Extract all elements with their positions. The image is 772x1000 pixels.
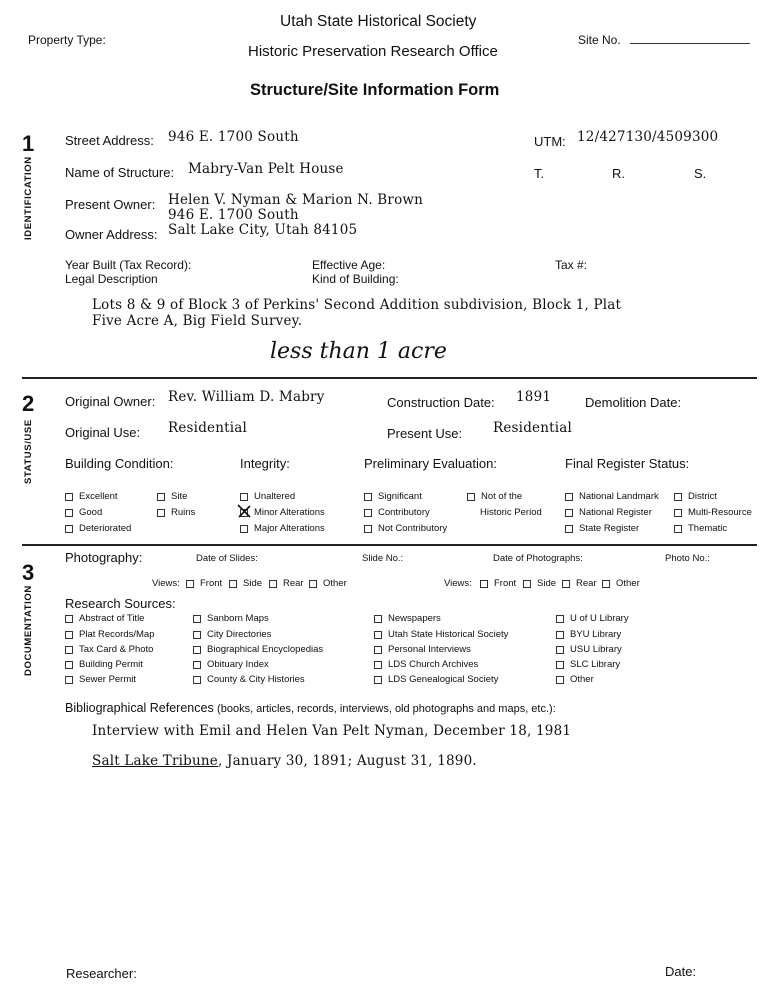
photos-view-side-checkbox[interactable] <box>523 578 556 589</box>
slides-view-rear-checkbox[interactable] <box>269 578 304 589</box>
source-lds-genealogical-society-label: LDS Genealogical Society <box>388 674 499 685</box>
integrity-label: Integrity: <box>240 456 290 471</box>
source-utah-historical-society-label: Utah State Historical Society <box>388 629 509 640</box>
section-1-number: 1 <box>22 131 35 156</box>
source-sewer-permit-checkbox[interactable] <box>65 674 136 685</box>
photo-no-label: Photo No.: <box>665 553 710 564</box>
source-obituary-index-label: Obituary Index <box>207 659 269 670</box>
demolition-date-label: Demolition Date: <box>585 395 682 410</box>
bibliography-reference-1: Interview with Emil and Helen Van Pelt Nyman, December 18, 1981 <box>92 723 572 739</box>
condition-ruins-checkbox[interactable] <box>157 507 195 518</box>
photos-view-rear-label: Rear <box>576 578 597 589</box>
photos-view-side-label: Side <box>537 578 557 589</box>
photos-view-other-checkbox[interactable] <box>602 578 640 589</box>
original-owner-value: Rev. William D. Mabry <box>168 389 325 405</box>
evaluation-not-historic-label-line2: Historic Period <box>480 507 542 518</box>
form-title: Structure/Site Information Form <box>250 81 500 99</box>
slide-no-label: Slide No.: <box>362 553 404 564</box>
source-usu-library-label: USU Library <box>570 644 622 655</box>
owner-address-line2: Salt Lake City, Utah 84105 <box>168 222 358 238</box>
bibliography-reference-2 <box>92 753 477 769</box>
legal-description-line1: Lots 8 & 9 of Block 3 of Perkins' Second Addition subdivision, Block 1, Plat <box>92 297 622 313</box>
evaluation-not-historic-label-line1: Not of the <box>481 491 523 502</box>
effective-age-label: Effective Age: <box>312 258 386 272</box>
section-1-side-label: IDENTIFICATION <box>23 156 34 240</box>
condition-ruins-label: Ruins <box>171 507 196 518</box>
section-2-divider <box>22 544 757 546</box>
legal-description-line2: Five Acre A, Big Field Survey. <box>92 313 303 329</box>
condition-good-label: Good <box>79 507 103 518</box>
slides-view-other-label: Other <box>323 578 347 589</box>
slides-view-front-checkbox[interactable] <box>186 578 222 589</box>
bibliography-hint: (books, articles, records, interviews, old photographs and maps, etc.): <box>217 703 556 715</box>
source-county-city-histories-checkbox[interactable] <box>193 674 305 685</box>
register-national-register-label: National Register <box>579 507 652 518</box>
source-building-permit-checkbox[interactable] <box>65 659 143 670</box>
street-address-value: 946 E. 1700 South <box>168 129 299 145</box>
source-biographical-encyclopedias-checkbox[interactable] <box>193 644 323 655</box>
structure-name-label: Name of Structure: <box>65 165 175 180</box>
bibliography-heading <box>65 701 556 715</box>
register-thematic-label: Thematic <box>688 523 728 534</box>
research-sources-label: Research Sources: <box>65 596 176 611</box>
register-state-register-checkbox[interactable] <box>565 523 639 534</box>
source-byu-library-label: BYU Library <box>570 629 622 640</box>
source-abstract-of-title-checkbox[interactable] <box>65 613 144 624</box>
source-other-checkbox[interactable] <box>556 674 594 685</box>
utm-label: UTM: <box>534 134 566 149</box>
photos-view-front-checkbox[interactable] <box>480 578 516 589</box>
property-type-label: Property Type: <box>28 33 106 47</box>
source-utah-historical-society-checkbox[interactable] <box>374 629 508 640</box>
evaluation-contributory-checkbox[interactable] <box>364 507 430 518</box>
source-usu-library-checkbox[interactable] <box>556 644 622 655</box>
photos-view-front-label: Front <box>494 578 517 589</box>
org-title: Utah State Historical Society <box>280 13 477 30</box>
section-3-side-label: DOCUMENTATION <box>23 585 34 676</box>
source-lds-church-archives-checkbox[interactable] <box>374 659 478 670</box>
final-register-status-label: Final Register Status: <box>565 456 690 471</box>
section-1-divider <box>22 377 757 379</box>
evaluation-not-contributory-label: Not Contributory <box>378 523 448 534</box>
original-use-value: Residential <box>168 420 248 436</box>
source-newspapers-label: Newspapers <box>388 613 441 624</box>
present-owner-value: Helen V. Nyman & Marion N. Brown <box>168 192 424 208</box>
section-3-number: 3 <box>22 560 35 585</box>
present-owner-label: Present Owner: <box>65 197 156 212</box>
source-plat-records-label: Plat Records/Map <box>79 629 155 640</box>
condition-deteriorated-label: Deteriorated <box>79 523 132 534</box>
date-of-photographs-label: Date of Photographs: <box>493 553 583 564</box>
condition-site-checkbox[interactable] <box>157 491 187 502</box>
evaluation-not-historic-checkbox[interactable] <box>467 491 522 502</box>
utm-value: 12/427130/4509300 <box>577 129 719 145</box>
kind-of-building-label: Kind of Building: <box>312 272 399 286</box>
construction-date-value: 1891 <box>516 389 552 405</box>
date-label: Date: <box>665 964 697 979</box>
researcher-label: Researcher: <box>66 966 137 981</box>
evaluation-significant-label: Significant <box>378 491 422 502</box>
photography-label: Photography: <box>65 550 143 565</box>
integrity-major-alterations-checkbox[interactable] <box>240 523 325 534</box>
handwritten-acreage-note: less than 1 acre <box>270 339 447 364</box>
source-biographical-encyclopedias-label: Biographical Encyclopedias <box>207 644 324 655</box>
slides-views-label: Views: <box>152 578 180 589</box>
site-no-label: Site No. <box>578 33 621 47</box>
register-multi-resource-label: Multi-Resource <box>688 507 752 518</box>
site-no-field[interactable] <box>630 43 750 44</box>
present-use-label: Present Use: <box>387 426 463 441</box>
source-slc-library-label: SLC Library <box>570 659 621 670</box>
source-personal-interviews-checkbox[interactable] <box>374 644 471 655</box>
register-district-checkbox[interactable] <box>674 491 717 502</box>
source-obituary-index-checkbox[interactable] <box>193 659 269 670</box>
integrity-major-alterations-label: Major Alterations <box>254 523 325 534</box>
structure-name-value: Mabry-Van Pelt House <box>188 161 344 177</box>
photos-view-other-label: Other <box>616 578 640 589</box>
condition-excellent-label: Excellent <box>79 491 118 502</box>
present-use-value: Residential <box>493 420 573 436</box>
source-newspapers-checkbox[interactable] <box>374 613 441 624</box>
section-2-side-label: STATUS/USE <box>23 419 34 484</box>
tax-number-label: Tax #: <box>555 258 588 272</box>
register-multi-resource-checkbox[interactable] <box>674 507 752 518</box>
integrity-minor-alterations-checkbox[interactable] <box>240 507 325 518</box>
office-title: Historic Preservation Research Office <box>248 43 498 60</box>
reference-2-details: , January 30, 1891; August 31, 1890. <box>218 753 477 769</box>
evaluation-contributory-label: Contributory <box>378 507 430 518</box>
source-tax-card-label: Tax Card & Photo <box>79 644 154 655</box>
township-label: T. <box>534 166 545 181</box>
source-u-of-u-library-checkbox[interactable] <box>556 613 629 624</box>
section-2-number: 2 <box>22 391 35 416</box>
checkmark-x-icon <box>237 504 251 518</box>
source-sanborn-maps-checkbox[interactable] <box>193 613 269 624</box>
slides-view-front-label: Front <box>200 578 223 589</box>
condition-site-label: Site <box>171 491 188 502</box>
slides-view-rear-label: Rear <box>283 578 304 589</box>
preliminary-evaluation-label: Preliminary Evaluation: <box>364 456 497 471</box>
source-lds-church-archives-label: LDS Church Archives <box>388 659 479 670</box>
section-label: S. <box>694 166 707 181</box>
source-city-directories-checkbox[interactable] <box>193 629 271 640</box>
owner-address-line1: 946 E. 1700 South <box>168 207 299 223</box>
evaluation-not-contributory-checkbox[interactable] <box>364 523 447 534</box>
integrity-unaltered-label: Unaltered <box>254 491 296 502</box>
slides-view-side-label: Side <box>243 578 263 589</box>
owner-address-label: Owner Address: <box>65 227 158 242</box>
register-state-register-label: State Register <box>579 523 640 534</box>
building-condition-label: Building Condition: <box>65 456 174 471</box>
register-national-landmark-label: National Landmark <box>579 491 659 502</box>
register-national-register-checkbox[interactable] <box>565 507 652 518</box>
condition-excellent-checkbox[interactable] <box>65 491 118 502</box>
bibliography-label: Bibliographical References <box>65 701 214 715</box>
date-of-slides-label: Date of Slides: <box>196 553 258 564</box>
register-district-label: District <box>688 491 718 502</box>
source-other-label: Other <box>570 674 594 685</box>
evaluation-significant-checkbox[interactable] <box>364 491 422 502</box>
source-personal-interviews-label: Personal Interviews <box>388 644 471 655</box>
source-u-of-u-library-label: U of U Library <box>570 613 629 624</box>
source-building-permit-label: Building Permit <box>79 659 143 670</box>
original-owner-label: Original Owner: <box>65 394 156 409</box>
source-city-directories-label: City Directories <box>207 629 272 640</box>
range-label: R. <box>612 166 625 181</box>
integrity-minor-alterations-label: Minor Alterations <box>254 507 325 518</box>
condition-deteriorated-checkbox[interactable] <box>65 523 131 534</box>
year-built-label: Year Built (Tax Record): <box>65 258 192 272</box>
photos-views-label: Views: <box>444 578 472 589</box>
reference-2-title: Salt Lake Tribune <box>92 753 219 769</box>
street-address-label: Street Address: <box>65 133 154 148</box>
slides-view-other-checkbox[interactable] <box>309 578 347 589</box>
integrity-unaltered-checkbox[interactable] <box>240 491 295 502</box>
condition-good-checkbox[interactable] <box>65 507 102 518</box>
source-abstract-of-title-label: Abstract of Title <box>79 613 145 624</box>
source-sewer-permit-label: Sewer Permit <box>79 674 137 685</box>
source-tax-card-checkbox[interactable] <box>65 644 153 655</box>
register-thematic-checkbox[interactable] <box>674 523 727 534</box>
source-lds-genealogical-society-checkbox[interactable] <box>374 674 498 685</box>
slides-view-side-checkbox[interactable] <box>229 578 262 589</box>
original-use-label: Original Use: <box>65 425 141 440</box>
source-plat-records-checkbox[interactable] <box>65 629 155 640</box>
register-national-landmark-checkbox[interactable] <box>565 491 659 502</box>
source-slc-library-checkbox[interactable] <box>556 659 620 670</box>
source-byu-library-checkbox[interactable] <box>556 629 621 640</box>
construction-date-label: Construction Date: <box>387 395 495 410</box>
source-sanborn-maps-label: Sanborn Maps <box>207 613 269 624</box>
photos-view-rear-checkbox[interactable] <box>562 578 597 589</box>
legal-description-label: Legal Description <box>65 272 158 286</box>
source-county-city-histories-label: County & City Histories <box>207 674 305 685</box>
